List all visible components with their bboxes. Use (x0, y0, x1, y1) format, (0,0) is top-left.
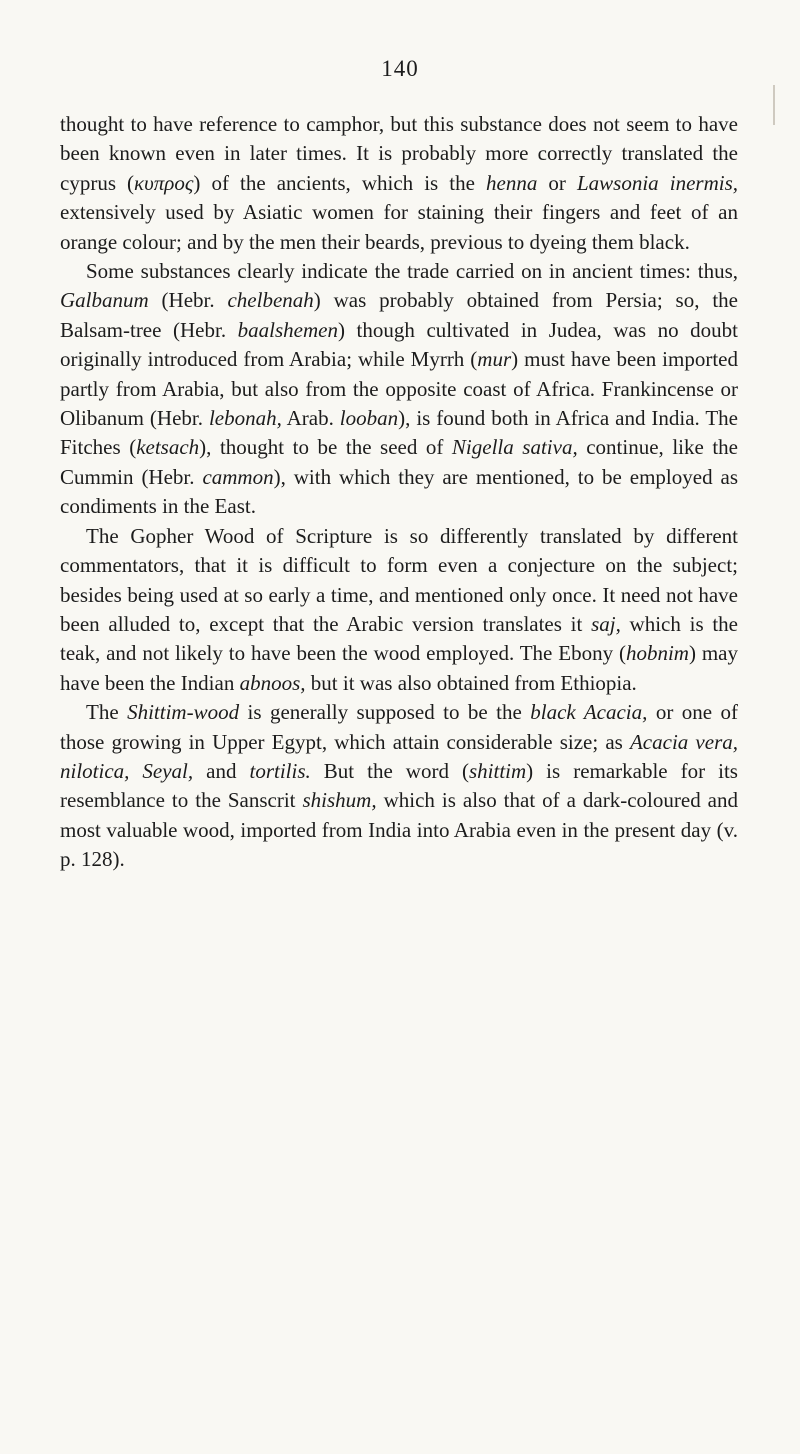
paragraph (60, 522, 738, 698)
italic-text: henna (486, 170, 538, 195)
text-run: ) of the ancients, which is the (193, 170, 487, 195)
italic-text: baalshemen (237, 317, 338, 342)
text-run: and (193, 758, 250, 783)
text-run: is generally supposed to be the (239, 700, 531, 725)
italic-text: mur (477, 347, 512, 372)
text-run: ), thought to be the seed of (199, 435, 452, 460)
text-run: ), with which they are mentioned, to be employed as condiments in the East. (60, 464, 738, 519)
paragraph (60, 110, 738, 257)
italic-text: Nigella sativa, (451, 435, 578, 460)
text-run: ) may have been the Indian (60, 641, 738, 695)
italic-text: saj, (591, 611, 621, 636)
text-run: or (537, 170, 577, 195)
italic-text: Galbanum (60, 288, 149, 313)
italic-text: Acacia vera, nilotica, Seyal, (60, 729, 738, 783)
text-run: But the word ( (310, 758, 469, 783)
text-run: ), is found both in Africa and India. The Fitches ( (60, 406, 738, 460)
text-run: ) was probably obtained from Persia; so, the Balsam-tree (Hebr. (60, 288, 738, 342)
scan-edge-mark (773, 85, 775, 125)
text-body (60, 110, 738, 875)
text-run: ) is remarkable for its resemblance to the Sanscrit (60, 758, 738, 813)
paragraph (60, 698, 738, 874)
italic-text: Lawsonia inermis, (576, 170, 738, 195)
italic-text: κυπρος (134, 170, 194, 195)
text-run: (Hebr. (148, 288, 228, 313)
italic-text: black Acacia, (530, 700, 648, 725)
italic-text: Shittim-wood (127, 700, 240, 725)
text-run: but it was also obtained from Ethiopia. (305, 670, 637, 695)
text-run: which is the teak, and not likely to have been the wood employed. The Ebony ( (60, 611, 739, 666)
text-run: Some substances clearly indicate the trade carried on in ancient times: thus, (86, 259, 738, 284)
text-run: ) must have been imported partly from Arabia, but also from the opposite coast of Africa. Frankincense or Olibanum (Hebr. (60, 347, 739, 431)
text-run: extensively used by Asiatic women for staining their fingers and feet of an orange colour; and by the men their beards, previous to dyeing them black. (60, 200, 738, 254)
text-run: which is also that of a dark-coloured and most valuable wood, imported from India into Arabia even in the present day (v. p. 128). (60, 788, 738, 872)
page-number: 140 (381, 56, 419, 81)
text-run: or one of those growing in Upper Egypt, which attain considerable size; as (60, 700, 738, 754)
text-run: continue, like the Cummin (Hebr. (60, 435, 738, 489)
italic-text: cammon (202, 464, 274, 489)
text-run: Arab. (281, 406, 340, 431)
text-run: The (86, 700, 128, 725)
italic-text: abnoos, (239, 670, 306, 695)
text-run: thought to have reference to camphor, but this substance does not seem to have been known even in later times. It is probably more correctly translated the cyprus ( (60, 112, 738, 195)
italic-text: tortilis. (249, 758, 311, 783)
text-run: The Gopher Wood of Scripture is so differently translated by different commentators, that it is difficult to form even a conjecture on the subject; besides being used at so early a time, and mentioned only once. It need not have been alluded to, except that the Arabic version translates it (60, 523, 738, 636)
text-run: ) though cultivated in Judea, was no doubt originally introduced from Arabia; while Myrrh ( (60, 317, 738, 372)
italic-text: looban (339, 406, 399, 431)
italic-text: lebonah, (208, 406, 282, 431)
italic-text: hobnim (625, 641, 689, 666)
italic-text: shishum, (302, 788, 377, 813)
italic-text: chelbenah (227, 288, 314, 313)
italic-text: ketsach (136, 435, 200, 460)
paragraph (60, 257, 738, 522)
italic-text: shittim (468, 758, 527, 783)
